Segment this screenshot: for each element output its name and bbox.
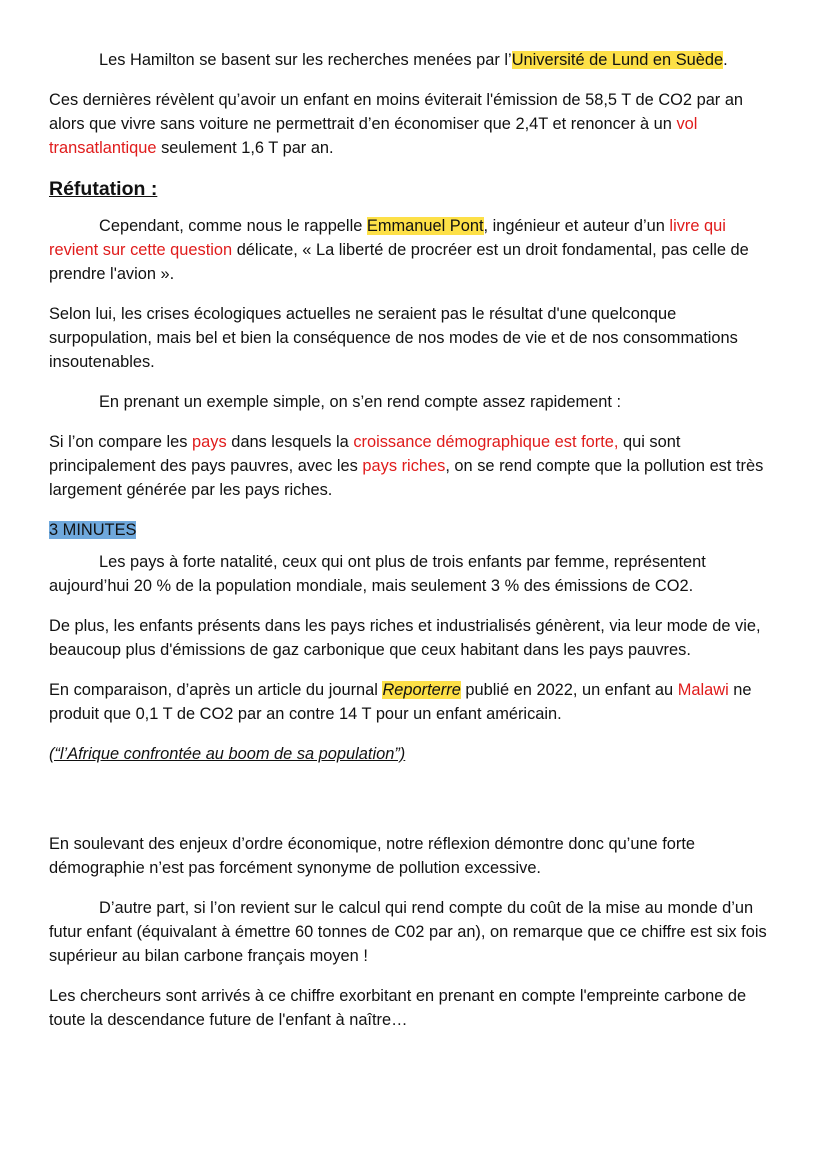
text: délicate, « La liberté de procréer est un droit fondamental, pas celle de prendre l'avion ».	[49, 241, 749, 283]
text: publié en 2022, un enfant au	[460, 681, 678, 699]
text: seulement 1,6 T par an.	[156, 139, 334, 157]
paragraph-hamilton	[49, 48, 779, 72]
text: Les Hamilton se basent sur les recherches menées par l’	[99, 51, 512, 69]
text: Ces dernières révèlent qu’avoir un enfant en moins éviterait l'émission de 58,5 T de CO2 par an alors que vivre sans voiture ne permettrait d’en économiser que 2,4T et renoncer à un	[49, 91, 744, 133]
paragraph-research-results	[49, 88, 779, 160]
text: En comparaison, d’après un article du journal	[49, 681, 383, 699]
text: Cependant, comme nous le rappelle	[99, 217, 367, 235]
text: , ingénieur et auteur d’un	[483, 217, 670, 235]
heading-refutation: Réfutation :	[49, 178, 158, 200]
document-page	[49, 48, 779, 1048]
highlight-emmanuel-pont: Emmanuel Pont	[366, 217, 484, 235]
paragraph-reporterre	[49, 678, 779, 726]
red-text-countries: pays	[192, 433, 227, 451]
paragraph-high-birthrate: Les pays à forte natalité, ceux qui ont plus de trois enfants par femme, représentent aujourd’hui 20 % de la population mondiale, mais seulement 3 % des émissions de CO2.	[49, 553, 706, 595]
text: .	[723, 51, 728, 69]
red-text-malawi: Malawi	[677, 681, 729, 699]
paragraph-ecological-crises: Selon lui, les crises écologiques actuelles ne seraient pas le résultat d'une quelconque surpopulation, mais bel et bien la conséquence de nos modes de vie et de nos consommations insoutenables.	[49, 305, 738, 371]
time-marker: 3 MINUTES	[49, 521, 137, 539]
text: dans lesquels la	[226, 433, 354, 451]
marker-paragraph	[49, 518, 779, 542]
text: Si l’on compare les	[49, 433, 193, 451]
article-reference: (“l’Afrique confrontée au boom de sa population”)	[49, 745, 406, 763]
paragraph-emmanuel-pont	[49, 214, 779, 286]
red-text-rich-countries: pays riches	[362, 457, 446, 475]
highlight-lund-university: Université de Lund en Suède	[511, 51, 724, 69]
paragraph-country-comparison	[49, 430, 779, 502]
text: qui sont principalement des pays pauvres, avec les	[49, 433, 681, 475]
highlight-reporterre: Reporterre	[382, 681, 461, 699]
red-text-demographic-growth: croissance démographique est forte,	[353, 433, 619, 451]
text: ne produit que 0,1 T de CO2 par an contre 14 T pour un enfant américain.	[49, 681, 752, 723]
text: , on se rend compte que la pollution est très largement générée par les pays riches.	[49, 457, 764, 499]
paragraph-calculation: D’autre part, si l’on revient sur le calcul qui rend compte du coût de la mise au monde d’un futur enfant (équivalant à émettre 60 tonnes de C02 par an), on remarque que ce chiffre est six fois supérieur au bilan carbone français moyen !	[49, 899, 767, 965]
red-text-book: livre qui revient sur cette question	[49, 217, 726, 259]
paragraph-simple-example: En prenant un exemple simple, on s’en rend compte assez rapidement :	[99, 393, 622, 411]
paragraph-conclusion: En soulevant des enjeux d’ordre économique, notre réflexion démontre donc qu’une forte démographie n’est pas forcément synonyme de pollution excessive.	[49, 835, 696, 877]
paragraph-rich-country-children: De plus, les enfants présents dans les pays riches et industrialisés génèrent, via leur mode de vie, beaucoup plus d'émissions de gaz carbonique que ceux habitant dans les pays pauvres.	[49, 617, 761, 659]
red-text-transatlantic-flight: vol transatlantique	[49, 115, 698, 157]
paragraph-researchers: Les chercheurs sont arrivés à ce chiffre exorbitant en prenant en compte l'empreinte carbone de toute la descendance future de l'enfant à naître…	[49, 987, 747, 1029]
